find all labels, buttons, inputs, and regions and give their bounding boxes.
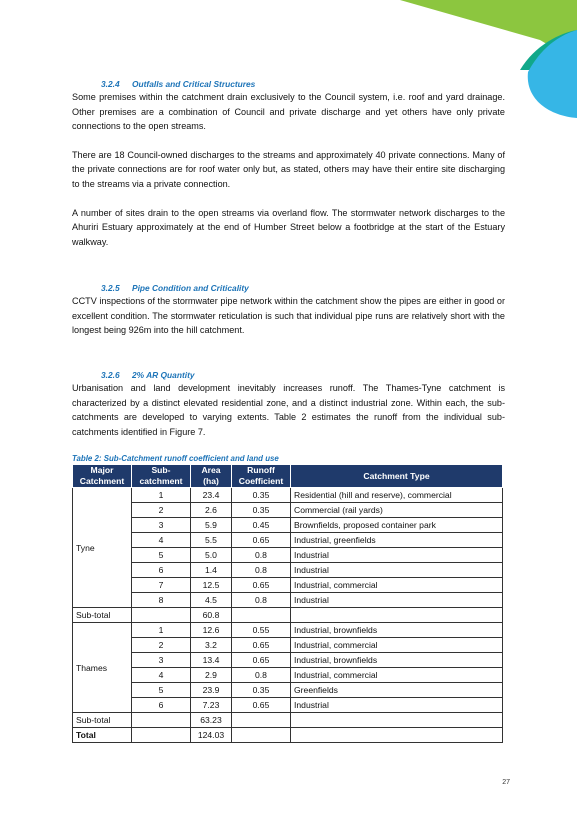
table-row — [73, 698, 503, 713]
area-cell: 5.0 — [191, 548, 232, 563]
runoff-coefficient-cell: 0.8 — [232, 563, 291, 578]
area-cell: 5.5 — [191, 533, 232, 548]
area-cell: 13.4 — [191, 653, 232, 668]
table-header-row — [73, 465, 503, 488]
catchment-type-cell: Industrial, brownfields — [291, 623, 503, 638]
paragraph: Some premises within the catchment drain exclusively to the Council system, i.e. roof and yard drainage. Other premises are a combination of Council and private discharge and yet others have only private connections to the open streams. — [72, 92, 505, 132]
runoff-coefficient-cell: 0.8 — [232, 548, 291, 563]
table-row — [73, 593, 503, 608]
catchment-type-cell: Industrial, greenfields — [291, 533, 503, 548]
table-row — [73, 623, 503, 638]
sub-catchment-cell: 3 — [132, 518, 191, 533]
runoff-coefficient-cell: 0.8 — [232, 668, 291, 683]
section-3-2-5 — [72, 282, 505, 338]
runoff-coefficient-cell: 0.65 — [232, 698, 291, 713]
blue-drop — [528, 30, 577, 118]
sub-catchment-cell: 2 — [132, 638, 191, 653]
runoff-coefficient-cell: 0.65 — [232, 638, 291, 653]
empty-cell — [132, 608, 191, 623]
catchment-type-cell: Industrial — [291, 698, 503, 713]
empty-cell — [232, 728, 291, 743]
table-row — [73, 653, 503, 668]
paragraph: CCTV inspections of the stormwater pipe network within the catchment show the pipes are either in good or excellent condition. The stormwater reticulation is such that individual pipe runs are relatively short with the longest being 926m into the hill catchment. — [72, 296, 505, 336]
section-heading: 3.2.5 Pipe Condition and Criticality — [101, 283, 249, 293]
empty-cell — [132, 728, 191, 743]
catchment-type-cell: Industrial, commercial — [291, 638, 503, 653]
empty-cell — [232, 713, 291, 728]
empty-cell — [132, 713, 191, 728]
empty-cell — [232, 608, 291, 623]
table-row — [73, 683, 503, 698]
runoff-coefficient-cell: 0.35 — [232, 488, 291, 503]
total-area-cell: 124.03 — [191, 728, 232, 743]
area-cell: 12.5 — [191, 578, 232, 593]
sub-catchment-cell: 1 — [132, 623, 191, 638]
runoff-table-block — [72, 454, 505, 743]
subtotal-label-cell: Sub-total — [73, 713, 132, 728]
area-cell: 23.9 — [191, 683, 232, 698]
sub-catchment-cell: 8 — [132, 593, 191, 608]
sub-catchment-cell: 3 — [132, 653, 191, 668]
runoff-coefficient-cell: 0.35 — [232, 683, 291, 698]
sub-catchment-cell: 6 — [132, 563, 191, 578]
catchment-type-cell: Industrial — [291, 593, 503, 608]
area-cell: 5.9 — [191, 518, 232, 533]
area-cell: 2.9 — [191, 668, 232, 683]
runoff-coefficient-cell: 0.8 — [232, 593, 291, 608]
page-number: 27 — [502, 779, 510, 786]
table-row — [73, 503, 503, 518]
subtotal-row — [73, 713, 503, 728]
runoff-coefficient-cell: 0.65 — [232, 533, 291, 548]
sub-catchment-cell: 5 — [132, 683, 191, 698]
runoff-coefficient-cell: 0.45 — [232, 518, 291, 533]
table-caption: Table 2: Sub-Catchment runoff coefficient and land use — [72, 454, 279, 463]
header-major-catchment: Major Catchment — [73, 465, 132, 488]
runoff-coefficient-cell: 0.35 — [232, 503, 291, 518]
area-cell: 3.2 — [191, 638, 232, 653]
sub-catchment-cell: 4 — [132, 533, 191, 548]
header-runoff-coefficient: Runoff Coefficient — [232, 465, 291, 488]
catchment-type-cell: Commercial (rail yards) — [291, 503, 503, 518]
catchment-type-cell: Industrial — [291, 563, 503, 578]
sub-catchment-cell: 1 — [132, 488, 191, 503]
sub-catchment-cell: 7 — [132, 578, 191, 593]
subtotal-label-cell: Sub-total — [73, 608, 132, 623]
catchment-type-cell: Greenfields — [291, 683, 503, 698]
header-area: Area (ha) — [191, 465, 232, 488]
section-heading: 3.2.6 2% AR Quantity — [101, 370, 195, 380]
sub-catchment-cell: 6 — [132, 698, 191, 713]
sub-catchment-cell: 2 — [132, 503, 191, 518]
table-row — [73, 533, 503, 548]
table-row — [73, 563, 503, 578]
major-catchment-cell: Tyne — [73, 488, 132, 608]
area-cell: 7.23 — [191, 698, 232, 713]
area-cell: 23.4 — [191, 488, 232, 503]
paragraph: Urbanisation and land development inevitably increases runoff. The Thames-Tyne catchment is characterized by a distinct elevated residential zone, and a distinct industrial zone. Within each, the sub-catchments are developed to varying extents. Table 2 estimates the runoff from the individual sub-catchments identified in Figure 7. — [72, 383, 505, 437]
table-row — [73, 638, 503, 653]
total-row — [73, 728, 503, 743]
catchment-type-cell: Industrial, commercial — [291, 578, 503, 593]
empty-cell — [291, 713, 503, 728]
catchment-type-cell: Industrial, commercial — [291, 668, 503, 683]
sub-catchment-cell: 5 — [132, 548, 191, 563]
area-cell: 2.6 — [191, 503, 232, 518]
runoff-coefficient-cell: 0.55 — [232, 623, 291, 638]
paragraph: There are 18 Council-owned discharges to the streams and approximately 40 private connections. Many of the private connections are for roof water only but, as stated, others may have their entire site discharging to the streams via a private connection. — [72, 149, 505, 189]
subtotal-row — [73, 608, 503, 623]
header-sub-catchment: Sub- catchment — [132, 465, 191, 488]
empty-cell — [291, 608, 503, 623]
area-cell: 4.5 — [191, 593, 232, 608]
section-heading: 3.2.4 Outfalls and Critical Structures — [101, 79, 256, 89]
area-cell: 1.4 — [191, 563, 232, 578]
table-row — [73, 488, 503, 503]
paragraph: A number of sites drain to the open streams via overland flow. The stormwater network discharges to the Ahuriri Estuary approximately at the end of Humber Street below a footbridge at the start of the Estuary walkway. — [72, 207, 505, 247]
subtotal-area-cell: 63.23 — [191, 713, 232, 728]
table-row — [73, 548, 503, 563]
sub-catchment-cell: 4 — [132, 668, 191, 683]
runoff-coefficient-cell: 0.65 — [232, 578, 291, 593]
subtotal-area-cell: 60.8 — [191, 608, 232, 623]
header-catchment-type: Catchment Type — [291, 465, 503, 488]
major-catchment-cell: Thames — [73, 623, 132, 713]
section-3-2-6 — [72, 369, 505, 439]
catchment-type-cell: Industrial — [291, 548, 503, 563]
runoff-coefficient-cell: 0.65 — [232, 653, 291, 668]
table-row — [73, 518, 503, 533]
table-body — [73, 488, 503, 743]
section-3-2-4 — [72, 78, 505, 249]
table-row — [73, 578, 503, 593]
runoff-table — [72, 464, 503, 743]
catchment-type-cell: Industrial, brownfields — [291, 653, 503, 668]
catchment-type-cell: Residential (hill and reserve), commercial — [291, 488, 503, 503]
empty-cell — [291, 728, 503, 743]
area-cell: 12.6 — [191, 623, 232, 638]
table-row — [73, 668, 503, 683]
total-label-cell: Total — [73, 728, 132, 743]
catchment-type-cell: Brownfields, proposed container park — [291, 518, 503, 533]
